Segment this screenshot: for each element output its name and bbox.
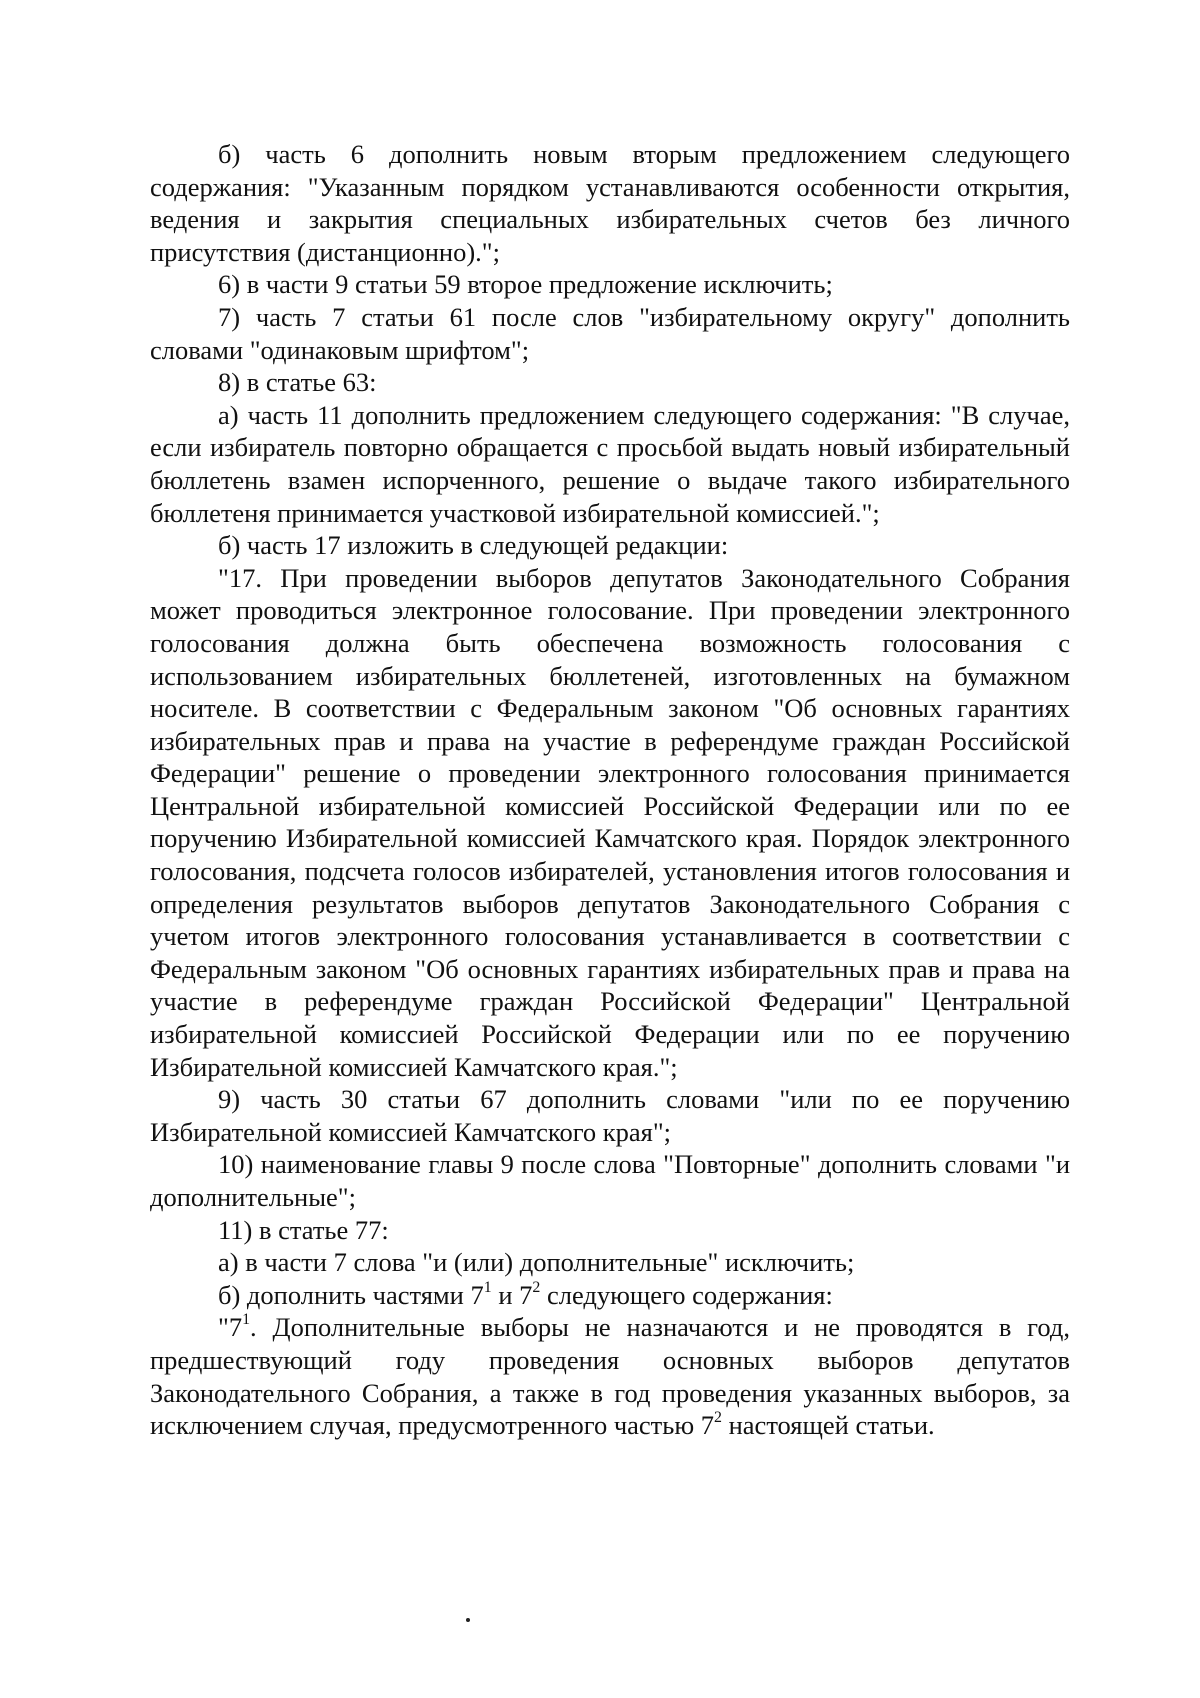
paragraph: б) часть 6 дополнить новым вторым предложением следующего содержания: "Указанным порядком устанавливаются особенности открытия, ведения и закрытия специальных избирательных счетов без личного присутствия (дистанционно)."; xyxy=(150,139,1070,267)
paragraph-parts-7-1-7-2 xyxy=(150,1279,1070,1312)
text-run: и 7 xyxy=(491,1279,533,1310)
superscript: 1 xyxy=(242,1311,251,1329)
text-run: "7 xyxy=(218,1312,243,1343)
text-run: . Дополнительные выборы не назначаются и не проводятся в год, предшествующий году проведения основных выборов депутатов Законодательного Собрания, а также в год проведения указанных выборов, за исключением случая, предусмотренного частью 7 xyxy=(150,1312,1070,1441)
scan-dot-mark xyxy=(466,1618,470,1622)
paragraph: а) часть 11 дополнить предложением следующего содержания: "В случае, если избиратель повторно обращается с просьбой выдать новый избирательный бюллетень взамен испорченного, решение о выдаче такого избирательного бюллетеня принимается участковой избирательной комиссией."; xyxy=(150,399,1070,528)
document-body xyxy=(150,138,1070,1442)
text-run: следующего содержания: xyxy=(540,1279,833,1310)
superscript: 2 xyxy=(532,1278,541,1296)
paragraph: а) в части 7 слова "и (или) дополнительные" исключить; xyxy=(218,1247,855,1278)
superscript: 2 xyxy=(714,1408,722,1426)
superscript: 1 xyxy=(483,1278,492,1296)
paragraph: "17. При проведении выборов депутатов Законодательного Собрания может проводиться электронное голосование. При проведении электронного голосования должна быть обеспечена возможность голосования с использованием избирательных бюллетеней, изготовленных на бумажном носителе. В соответствии с Федеральным законом "Об основных гарантиях избирательных прав и права на участие в референдуме граждан Российской Федерации" решение о проведении электронного голосования принимается Центральной избирательной комиссией Российской Федерации или по ее поручению Избирательной комиссией Камчатского края. Порядок электронного голосования, подсчета голосов избирателей, установления итогов голосования и определения результатов выборов депутатов Законодательного Собрания с учетом итогов электронного голосования устанавливается в соответствии с Федеральным законом "Об основных гарантиях избирательных прав и права на участие в референдуме граждан Российской Федерации" Центральной избирательной комиссией Российской Федерации или по ее поручению Избирательной комиссией Камчатского края."; xyxy=(150,562,1070,1082)
paragraph-part-7-1-text xyxy=(150,1311,1070,1441)
text-run: настоящей статьи. xyxy=(721,1410,935,1441)
paragraph: 7) часть 7 статьи 61 после слов "избирательному округу" дополнить словами "одинаковым шрифтом"; xyxy=(150,301,1070,365)
paragraph: 10) наименование главы 9 после слова "Повторные" дополнить словами "и дополнительные"; xyxy=(150,1149,1070,1212)
paragraph: 11) в статье 77: xyxy=(218,1214,389,1245)
text-run: б) дополнить частями 7 xyxy=(218,1279,484,1310)
paragraph: 9) часть 30 статьи 67 дополнить словами "или по ее поручению Избирательной комиссией Камчатского края"; xyxy=(150,1084,1070,1147)
paragraph: 8) в статье 63: xyxy=(218,367,377,398)
paragraph: б) часть 17 изложить в следующей редакции: xyxy=(218,530,729,561)
paragraph: 6) в части 9 статьи 59 второе предложение исключить; xyxy=(218,269,833,300)
